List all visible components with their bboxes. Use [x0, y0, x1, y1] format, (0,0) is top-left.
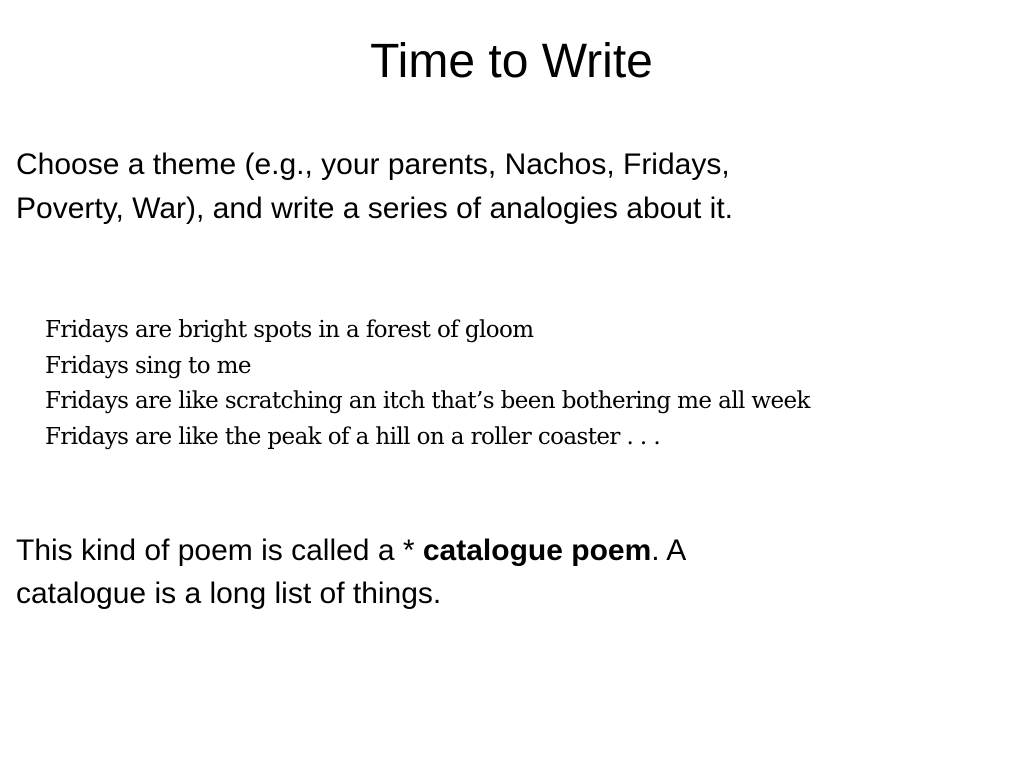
instruction-line-2: Poverty, War), and write a series of analogies about it.: [16, 192, 733, 225]
example-poem: [45, 313, 810, 455]
catalogue-poem-term: catalogue poem: [422, 534, 652, 567]
slide-title: Time to Write: [370, 35, 653, 88]
poem-line: Fridays are like the peak of a hill on a roller coaster . . .: [45, 423, 661, 450]
instruction-line-1: Choose a theme (e.g., your parents, Nachos, Fridays,: [16, 148, 730, 181]
instruction-text: [16, 143, 1016, 231]
definition-line-2: catalogue is a long list of things.: [16, 577, 442, 610]
definition-line-1: [16, 529, 1016, 572]
definition-text: [16, 529, 1016, 615]
definition-prefix: This kind of poem is called a *: [16, 534, 423, 567]
poem-line: Fridays are bright spots in a forest of gloom: [45, 317, 534, 343]
poem-line: Fridays sing to me: [45, 352, 251, 379]
definition-suffix: . A: [651, 534, 687, 567]
poem-line: Fridays are like scratching an itch that’s been bothering me all week: [45, 388, 810, 414]
